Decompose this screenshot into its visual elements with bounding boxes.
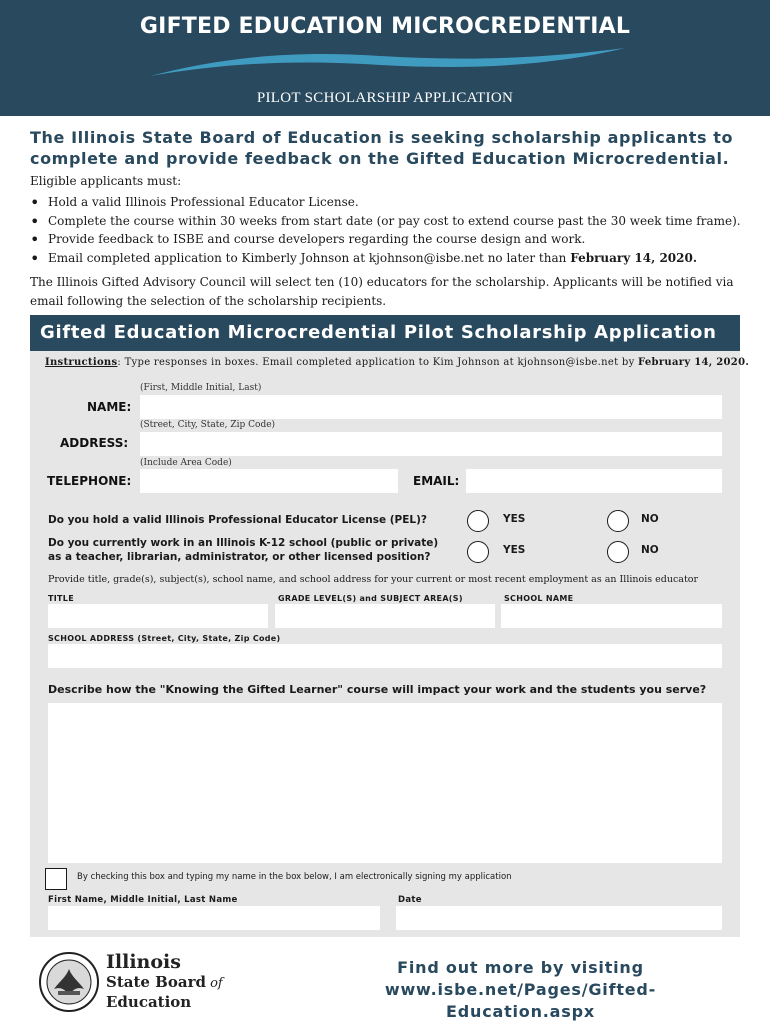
k12-no-label: NO: [641, 544, 659, 556]
name-label: NAME:: [87, 400, 132, 414]
instructions-text: : Type responses in boxes. Email completed application to Kim Johnson at kjohnson@isbe.net by: [117, 357, 639, 368]
pel-no-label: NO: [641, 513, 659, 525]
requirements-list: [30, 193, 741, 267]
sign-name-input[interactable]: [48, 906, 380, 930]
pel-question: Do you hold a valid Illinois Professional Educator License (PEL)?: [48, 514, 427, 526]
footer-find-more: [313, 957, 728, 1023]
email-label: EMAIL:: [413, 474, 460, 488]
header-subtitle: PILOT SCHOLARSHIP APPLICATION: [256, 90, 514, 106]
k12-question-line2: as a teacher, librarian, administrator, or other licensed position?: [48, 551, 431, 563]
school-name-input[interactable]: [501, 604, 722, 628]
school-address-label: SCHOOL ADDRESS (Street, City, State, Zip Code): [48, 634, 281, 643]
requirement-email-text: Email completed application to Kimberly Johnson at kjohnson@isbe.net no later than: [48, 250, 567, 265]
telephone-hint: (Include Area Code): [140, 458, 232, 468]
pel-yes-label: YES: [503, 513, 526, 525]
describe-question: Describe how the "Knowing the Gifted Learner" course will impact your work and the students you serve?: [48, 683, 707, 696]
sign-statement: By checking this box and typing my name in the box below, I am electronically signing my application: [77, 872, 512, 882]
sign-name-label: First Name, Middle Initial, Last Name: [48, 895, 238, 905]
email-input[interactable]: [466, 469, 722, 493]
telephone-input[interactable]: [140, 469, 398, 493]
employment-instructions: Provide title, grade(s), subject(s), school name, and school address for your current or most recent employment as an Illinois educator: [48, 574, 699, 585]
logo-of: of: [205, 976, 223, 991]
address-input[interactable]: [140, 432, 722, 456]
k12-question-line1: Do you currently work in an Illinois K-12 school (public or private): [48, 537, 439, 549]
k12-no-radio[interactable]: [607, 541, 629, 563]
council-note: The Illinois Gifted Advisory Council will select ten (10) educators for the scholarship. Applicants will be notified via email following the selection of the scholarship recipients.: [30, 275, 734, 308]
logo-line-2: State Board: [106, 973, 206, 991]
date-input[interactable]: [396, 906, 722, 930]
describe-textarea[interactable]: [48, 703, 722, 863]
grade-input[interactable]: [275, 604, 495, 628]
list-item: [30, 249, 741, 268]
grade-column-label: GRADE LEVEL(S) and SUBJECT AREA(S): [278, 594, 463, 603]
name-input[interactable]: [140, 395, 722, 419]
header-banner: [0, 0, 770, 116]
intro-heading: The Illinois State Board of Education is seeking scholarship applicants to complete and provide feedback on the Gifted Education Microcredential.: [30, 128, 734, 168]
list-item: • Complete the course within 30 weeks from start date (or pay cost to extend course past the 30 week time frame).: [30, 212, 741, 231]
list-item: • Hold a valid Illinois Professional Educator License.: [30, 193, 741, 212]
address-hint: (Street, City, State, Zip Code): [140, 420, 276, 430]
k12-yes-label: YES: [503, 544, 526, 556]
deadline-date: February 14, 2020.: [570, 250, 698, 265]
form-banner: Gifted Education Microcredential Pilot Scholarship Application: [30, 315, 740, 351]
instructions-label: Instructions: [45, 357, 118, 368]
isbe-logo-text: [106, 952, 223, 1011]
school-column-label: SCHOOL NAME: [504, 594, 574, 603]
telephone-label: TELEPHONE:: [47, 474, 132, 488]
eligible-label: Eligible applicants must:: [30, 174, 182, 188]
application-form: [30, 315, 750, 937]
school-address-input[interactable]: [48, 644, 722, 668]
wave-decoration: [140, 44, 630, 82]
pel-yes-radio[interactable]: [467, 510, 489, 532]
sign-checkbox[interactable]: [45, 868, 67, 890]
date-label: Date: [398, 895, 422, 905]
find-more-text: Find out more by visiting: [397, 958, 644, 977]
title-column-label: TITLE: [48, 594, 74, 603]
logo-line-1: Illinois: [106, 951, 181, 973]
footer-url-link[interactable]: www.isbe.net/Pages/Gifted-Education.aspx: [384, 980, 657, 1021]
logo-line-3: Education: [106, 993, 192, 1011]
instructions-date: February 14, 2020.: [638, 357, 750, 368]
instructions: [45, 357, 749, 368]
name-hint: (First, Middle Initial, Last): [140, 383, 262, 393]
pel-no-radio[interactable]: [607, 510, 629, 532]
header-title: GIFTED EDUCATION MICROCREDENTIAL: [139, 14, 631, 39]
title-input[interactable]: [48, 604, 268, 628]
k12-yes-radio[interactable]: [467, 541, 489, 563]
state-seal-logo: [38, 951, 100, 1013]
list-item: • Provide feedback to ISBE and course developers regarding the course design and work.: [30, 230, 741, 249]
address-label: ADDRESS:: [60, 436, 129, 450]
